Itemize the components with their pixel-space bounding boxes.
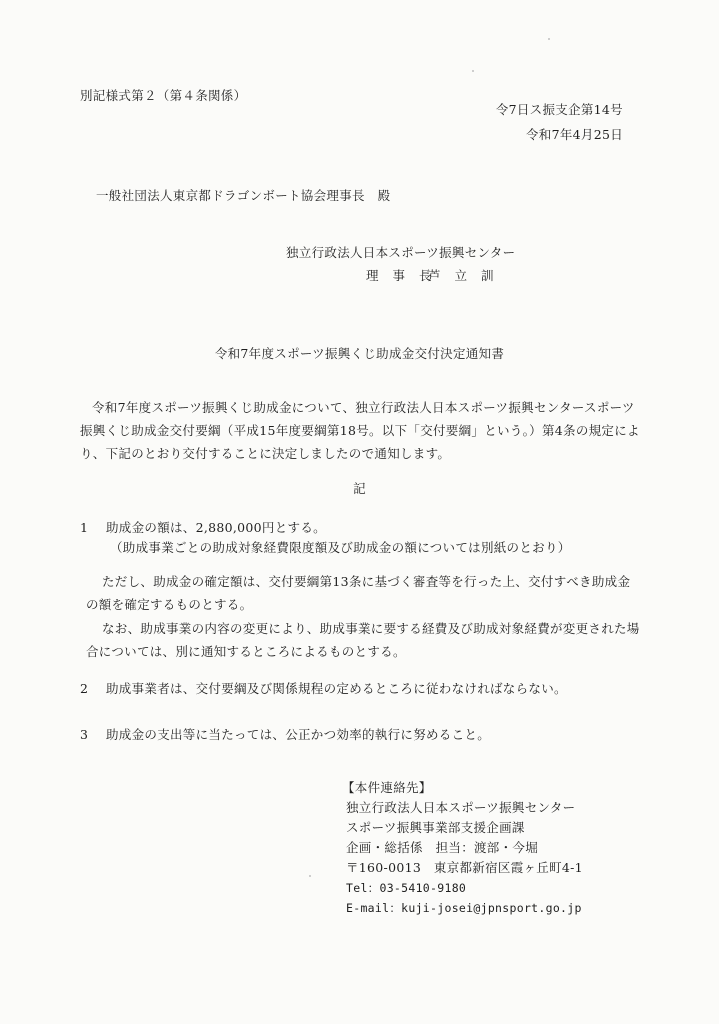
document-date: 令和7年4月25日 — [525, 127, 623, 142]
note-paragraph: ただし、助成金の確定額は、交付要綱第13条に基づく審査等を行った上、交付すべき助成金の額を確定するものとする。 — [86, 574, 631, 612]
item-number: 2 — [80, 681, 89, 696]
list-item-1 — [80, 516, 640, 539]
contact-department: スポーツ振興事業部支援企画課 — [346, 820, 525, 835]
ki-heading: 記 — [353, 481, 366, 496]
scan-speck — [472, 70, 474, 72]
scan-speck — [309, 875, 311, 877]
item-text: 助成金の支出等に当たっては、公正かつ効率的執行に努めること。 — [106, 727, 491, 742]
form-label: 別記様式第２（第４条関係） — [80, 88, 247, 103]
note-paragraph: なお、助成事業の内容の変更により、助成事業に要する経費及び助成対象経費が変更された場合については、別に通知するところによるものとする。 — [86, 621, 640, 659]
contact-heading: 【本件連絡先】 — [342, 780, 432, 795]
body-paragraph: 令和7年度スポーツ振興くじ助成金について、独立行政法人日本スポーツ振興センタースポーツ振興くじ助成金交付要綱（平成15年度要綱第18号。以下「交付要綱」という。）第4条の規定により、下記のとおり交付することに決定しましたので通知します。 — [80, 400, 640, 461]
contact-staff: 企画・総括係 担当：渡部・今堀 — [346, 840, 539, 855]
list-item-3 — [80, 723, 490, 746]
scan-speck — [548, 38, 550, 40]
sender-name: 芦立訓 — [428, 268, 508, 283]
document-number: 令7日ス振支企第14号 — [495, 102, 623, 117]
contact-email: E-mail：kuji-josei@jpnsport.go.jp — [346, 901, 582, 915]
list-item-2 — [80, 677, 567, 700]
item-number: 3 — [80, 727, 89, 742]
item-1-subnote: （助成事業ごとの助成対象経費限度額及び助成金の額については別紙のとおり） — [110, 540, 571, 555]
sender-organization: 独立行政法人日本スポーツ振興センター — [286, 245, 516, 260]
item-text: 助成事業者は、交付要綱及び関係規程の定めるところに従わなければならない。 — [106, 681, 567, 696]
item-text: 助成金の額は、2,880,000円とする。 — [106, 520, 326, 535]
contact-tel: Tel：03-5410-9180 — [346, 881, 467, 895]
contact-address: 〒160-0013 東京都新宿区霞ヶ丘町4-1 — [346, 860, 583, 875]
addressee: 一般社団法人東京都ドラゴンボート協会理事長 殿 — [96, 188, 391, 203]
contact-block — [342, 778, 583, 918]
document-title: 令和7年度スポーツ振興くじ助成金交付決定通知書 — [214, 346, 505, 361]
contact-organization: 独立行政法人日本スポーツ振興センター — [346, 800, 576, 815]
item-number: 1 — [80, 520, 89, 535]
sender-title: 理事長 — [366, 268, 446, 283]
